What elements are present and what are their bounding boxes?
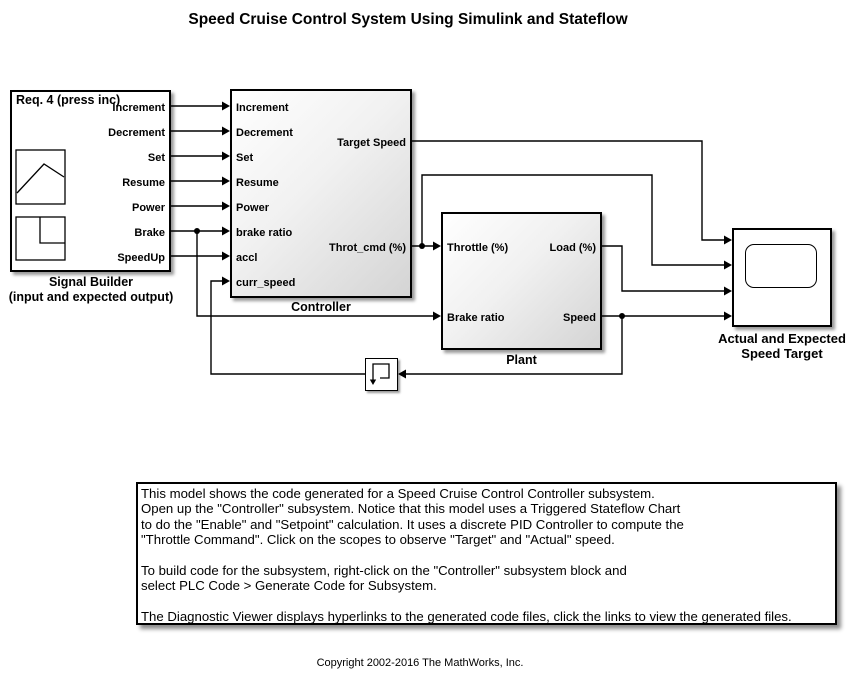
scope-block[interactable] <box>732 228 832 327</box>
description-line: select PLC Code > Generate Code for Subsystem. <box>141 578 437 594</box>
controller-output-target-speed: Target Speed <box>337 137 406 149</box>
plant-caption: Plant <box>506 353 537 367</box>
rate-transition-block[interactable] <box>365 358 398 391</box>
junction-dot-speed <box>619 313 625 319</box>
scope-caption: Actual and Expected Speed Target <box>718 331 846 361</box>
plant-block[interactable] <box>441 212 602 350</box>
controller-caption: Controller <box>291 300 351 314</box>
controller-input-brake-ratio: brake ratio <box>236 227 293 239</box>
scope-screen-icon <box>745 244 817 288</box>
controller-input-curr-speed: curr_speed <box>236 277 296 289</box>
plant-output-speed: Speed <box>562 312 596 324</box>
signal-builder-output-increment: Increment <box>112 102 165 114</box>
signal-builder-waveform-icon <box>14 148 69 266</box>
signal-builder-output-resume: Resume <box>122 177 165 189</box>
description-line <box>141 548 835 563</box>
plant-input-throttle: Throttle (%) <box>447 242 509 254</box>
controller-input-set: Set <box>236 152 254 164</box>
controller-input-increment: Increment <box>236 102 289 114</box>
description-box <box>136 482 837 625</box>
description-line: Open up the "Controller" subsystem. Notice that this model uses a Triggered Stateflow Chart <box>141 501 681 517</box>
controller-input-resume: Resume <box>236 177 279 189</box>
description-line: "Throttle Command". Click on the scopes to observe "Target" and "Actual" speed. <box>141 532 615 548</box>
model-title: Speed Cruise Control System Using Simulink and Stateflow <box>188 11 628 28</box>
signal-builder-output-brake: Brake <box>134 227 165 239</box>
plant-input-brake-ratio: Brake ratio <box>447 312 505 324</box>
junction-dot-throttle <box>419 243 425 249</box>
controller-block[interactable] <box>230 89 412 298</box>
description-line: The Diagnostic Viewer displays hyperlinks to the generated code files, click the links to view the generated files. <box>141 609 792 625</box>
signal-builder-caption: Signal Builder (input and expected output) <box>8 275 174 304</box>
copyright-text: Copyright 2002-2016 The MathWorks, Inc. <box>316 657 524 669</box>
description-line <box>141 594 835 609</box>
plant-output-load: Load (%) <box>549 242 596 254</box>
signal-builder-output-speedup: SpeedUp <box>117 252 165 264</box>
description-line: to do the "Enable" and "Setpoint" calculation. It uses a discrete PID Controller to compute the <box>141 516 684 532</box>
signal-builder-output-set: Set <box>147 152 165 164</box>
controller-input-accl: accl <box>236 252 258 264</box>
controller-input-power: Power <box>236 202 270 214</box>
signal-builder-header: Req. 4 (press inc) <box>16 93 121 107</box>
controller-output-throt-cmd: Throt_cmd (%) <box>329 242 406 254</box>
signal-builder-output-power: Power <box>131 202 165 214</box>
loop-arrow-icon <box>366 359 396 389</box>
junction-dot-brake <box>194 228 200 234</box>
signal-builder-output-decrement: Decrement <box>108 127 165 139</box>
description-line: This model shows the code generated for a Speed Cruise Control Controller subsystem. <box>141 486 655 501</box>
signal-builder-block[interactable] <box>10 90 171 272</box>
controller-input-decrement: Decrement <box>236 127 293 139</box>
description-line: To build code for the subsystem, right-click on the "Controller" subsystem block and <box>141 562 627 578</box>
